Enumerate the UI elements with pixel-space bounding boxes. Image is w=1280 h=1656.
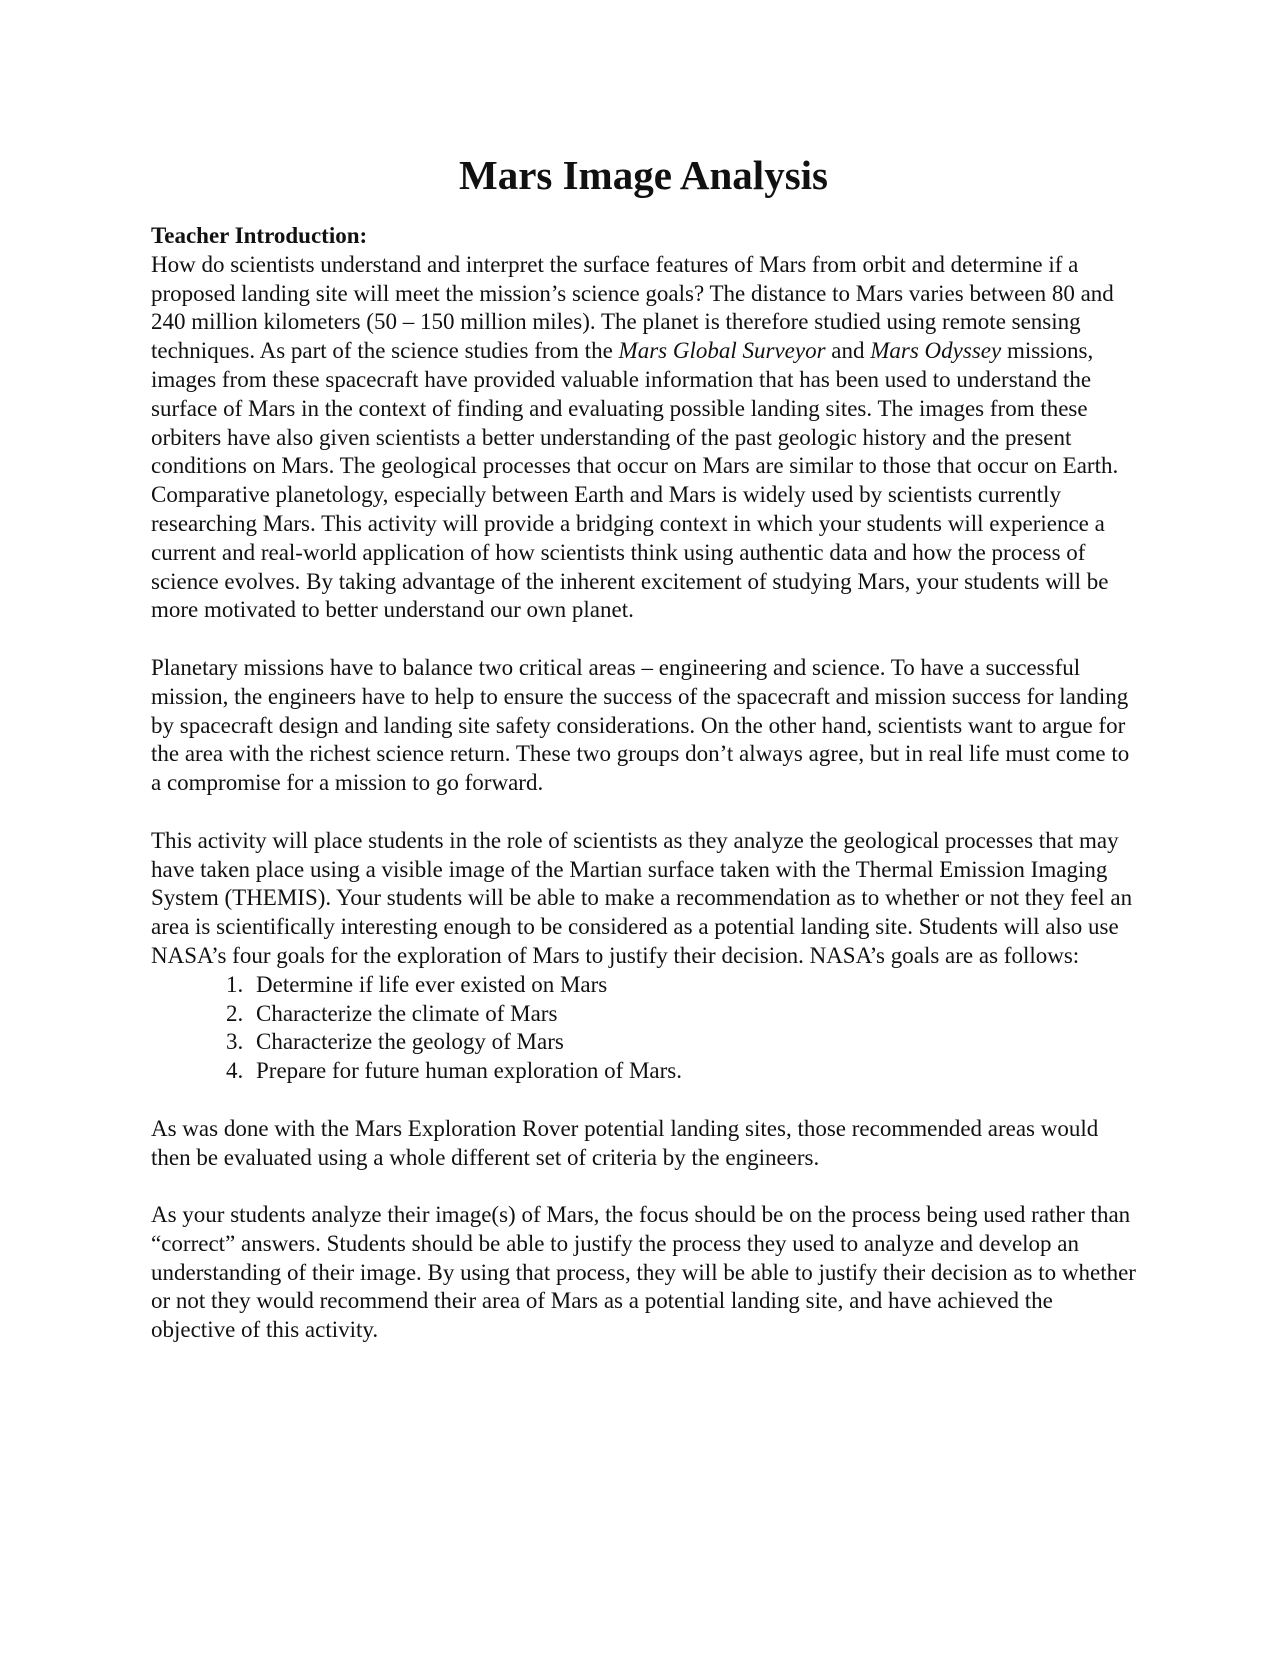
- list-item: [226, 1057, 1136, 1086]
- intro-text-part1: How do scientists understand and interpret the surface features of Mars from orbit and determine if a proposed landing site will meet the mission’s science goals? The distance to Mars varies between 80 and 240 million kilometers (50 – 150 million miles). The planet is therefore studied using remote sensing techniques. As part of the science studies from the: [151, 251, 1114, 364]
- list-item: [226, 971, 1136, 1000]
- document-page: [151, 150, 1136, 1345]
- list-item-text: Characterize the geology of Mars: [256, 1029, 564, 1055]
- list-item-text: Characterize the climate of Mars: [256, 1000, 558, 1026]
- mission-name-mgs: Mars Global Surveyor: [618, 338, 826, 364]
- list-item-number: 2.: [226, 1000, 244, 1026]
- list-item-number: 3.: [226, 1029, 244, 1055]
- process-paragraph: As your students analyze their image(s) of Mars, the focus should be on the process being used rather than “correct” answers. Students should be able to justify the process they used to analyze and develop an understanding of their image. By using that process, they will be able to justify their decision as to whether or not they would recommend their area of Mars as a potential landing site, and have achieved the objective of this activity.: [151, 1202, 1136, 1343]
- intro-text-part3: missions, images from these spacecraft have provided valuable information that has been used to understand the surface of Mars in the context of finding and evaluating possible landing sites. The images from these orbiters have also given scientists a better understanding of the past geologic history and the present conditions on Mars. The geological processes that occur on Mars are similar to those that occur on Earth. Comparative planetology, especially between Earth and Mars is widely used by scientists currently researching Mars. This activity will provide a bridging context in which your students will experience a current and real-world application of how scientists think using authentic data and how the process of science evolves. By taking advantage of the inherent excitement of studying Mars, your students will be more motivated to better understand our own planet.: [151, 338, 1119, 623]
- activity-paragraph: This activity will place students in the role of scientists as they analyze the geological processes that may have taken place using a visible image of the Martian surface taken with the Thermal Emission Imaging System (THEMIS). Your students will be able to make a recommendation as to whether or not they feel an area is scientifically interesting enough to be considered as a potential landing site. Students will also use NASA’s four goals for the exploration of Mars to justify their decision. NASA’s goals are as follows:: [151, 827, 1133, 968]
- section-heading: Teacher Introduction:: [151, 223, 368, 248]
- intro-paragraph: [151, 251, 1136, 625]
- list-item: [226, 1028, 1136, 1057]
- mission-name-odyssey: Mars Odyssey: [870, 338, 1002, 364]
- page-title: Mars Image Analysis: [459, 152, 828, 198]
- list-item-number: 1.: [226, 971, 244, 997]
- list-item-text: Determine if life ever existed on Mars: [256, 971, 608, 997]
- intro-text-part2: and: [825, 338, 871, 364]
- engineers-paragraph: As was done with the Mars Exploration Rover potential landing sites, those recommended areas would then be evaluated using a whole different set of criteria by the engineers.: [151, 1115, 1099, 1170]
- list-item: [226, 1000, 1136, 1029]
- nasa-goals-list: [151, 971, 1136, 1086]
- list-item-text: Prepare for future human exploration of Mars.: [256, 1058, 682, 1084]
- missions-paragraph: Planetary missions have to balance two critical areas – engineering and science. To have a successful mission, the engineers have to help to ensure the success of the spacecraft and mission success for landing by spacecraft design and landing site safety considerations. On the other hand, scientists want to argue for the area with the richest science return. These two groups don’t always agree, but in real life must come to a compromise for a mission to go forward.: [151, 654, 1130, 796]
- list-item-number: 4.: [226, 1058, 244, 1084]
